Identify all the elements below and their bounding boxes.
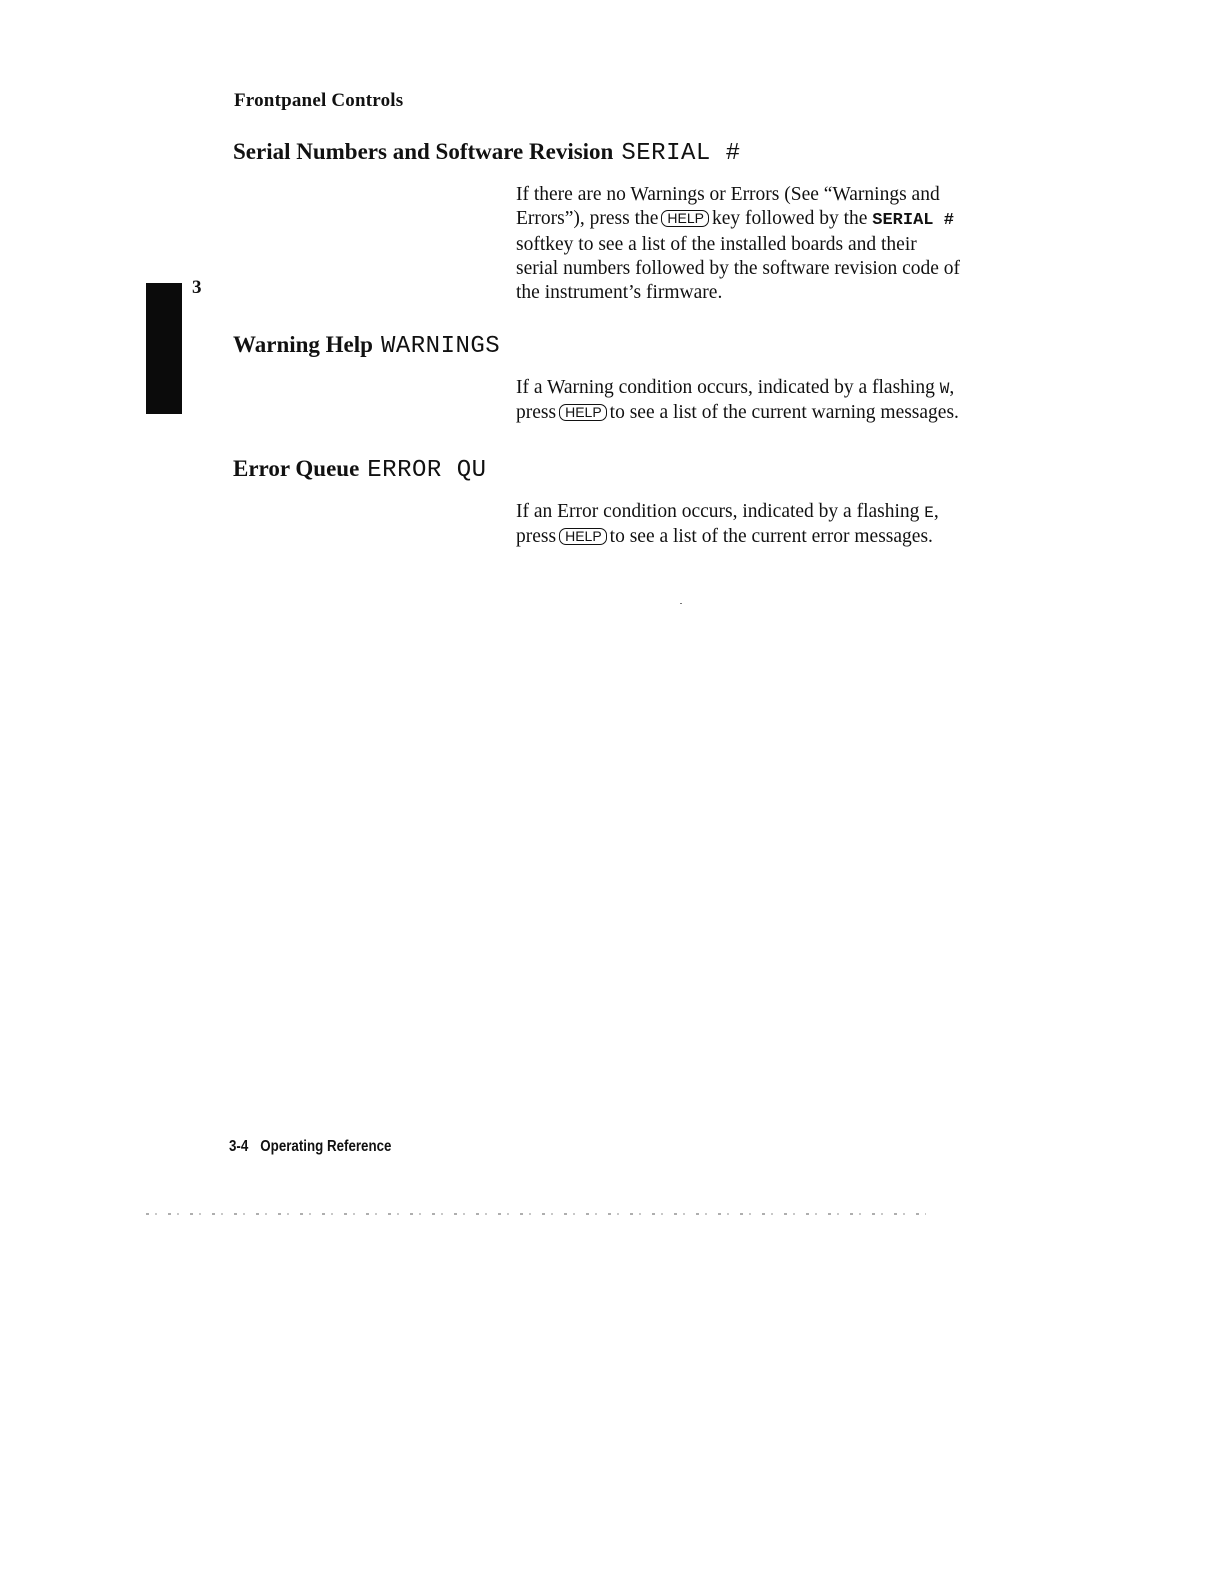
body-line [516,401,1076,425]
body-line-text: If a Warning condition occurs, indicated by a flashing [516,377,935,398]
help-key-icon: HELP [559,404,607,421]
body-line [516,233,1076,257]
section-heading-error-queue [233,456,487,484]
body-line [516,281,1076,305]
section-heading-serial-numbers [233,139,741,167]
body-line-text: , [949,377,955,398]
body-line-text: the instrument’s firmware. [516,282,723,303]
body-line-text: If an Error condition occurs, indicated by a flashing [516,501,920,522]
body-line [516,183,1076,207]
body-line-text: softkey to see a list of the installed boards and their [516,234,917,255]
softkey-label-error-qu: ERROR QU [367,457,487,484]
softkey-label-warnings: WARNINGS [380,333,501,360]
section-title: Warning Help [233,332,373,357]
softkey-inline-serial: SERIAL # [872,211,954,230]
flashing-w-indicator: W [939,380,950,398]
softkey-label-serial: SERIAL # [621,140,741,167]
section-title: Error Queue [233,456,360,481]
section-heading-warning-help [233,332,500,360]
scan-speck [680,603,682,604]
footer-page-number: 3-4 [229,1138,249,1155]
body-line [516,257,1076,281]
body-line [516,376,1076,401]
body-line [516,207,1076,233]
page-footer [229,1138,391,1156]
body-line-text: If there are no Warnings or Errors (See “Warnings and [516,184,940,205]
scan-edge-artifact [146,1213,926,1215]
body-line-text: Errors”), press the [516,208,659,229]
running-head: Frontpanel Controls [234,90,404,111]
flashing-e-indicator: E [924,504,934,522]
footer-title: Operating Reference [260,1138,392,1155]
chapter-tab-marker [146,283,182,414]
body-line-text: to see a list of the current error messages. [609,526,933,547]
body-line [516,525,1076,549]
section-body-serial-numbers [516,183,1076,305]
help-key-icon: HELP [661,210,709,227]
body-line [516,500,1076,525]
body-line-text: to see a list of the current warning messages. [609,402,959,423]
section-body-error-queue [516,500,1076,549]
chapter-number: 3 [192,277,202,298]
section-body-warning-help [516,376,1076,425]
section-title: Serial Numbers and Software Revision [233,139,614,164]
body-line-text: press [516,402,557,423]
body-line-text: , [933,501,939,522]
help-key-icon: HELP [559,528,607,545]
body-line-text: key followed by the [711,208,868,229]
body-line-text: serial numbers followed by the software revision code of [516,258,961,279]
body-line-text: press [516,526,557,547]
